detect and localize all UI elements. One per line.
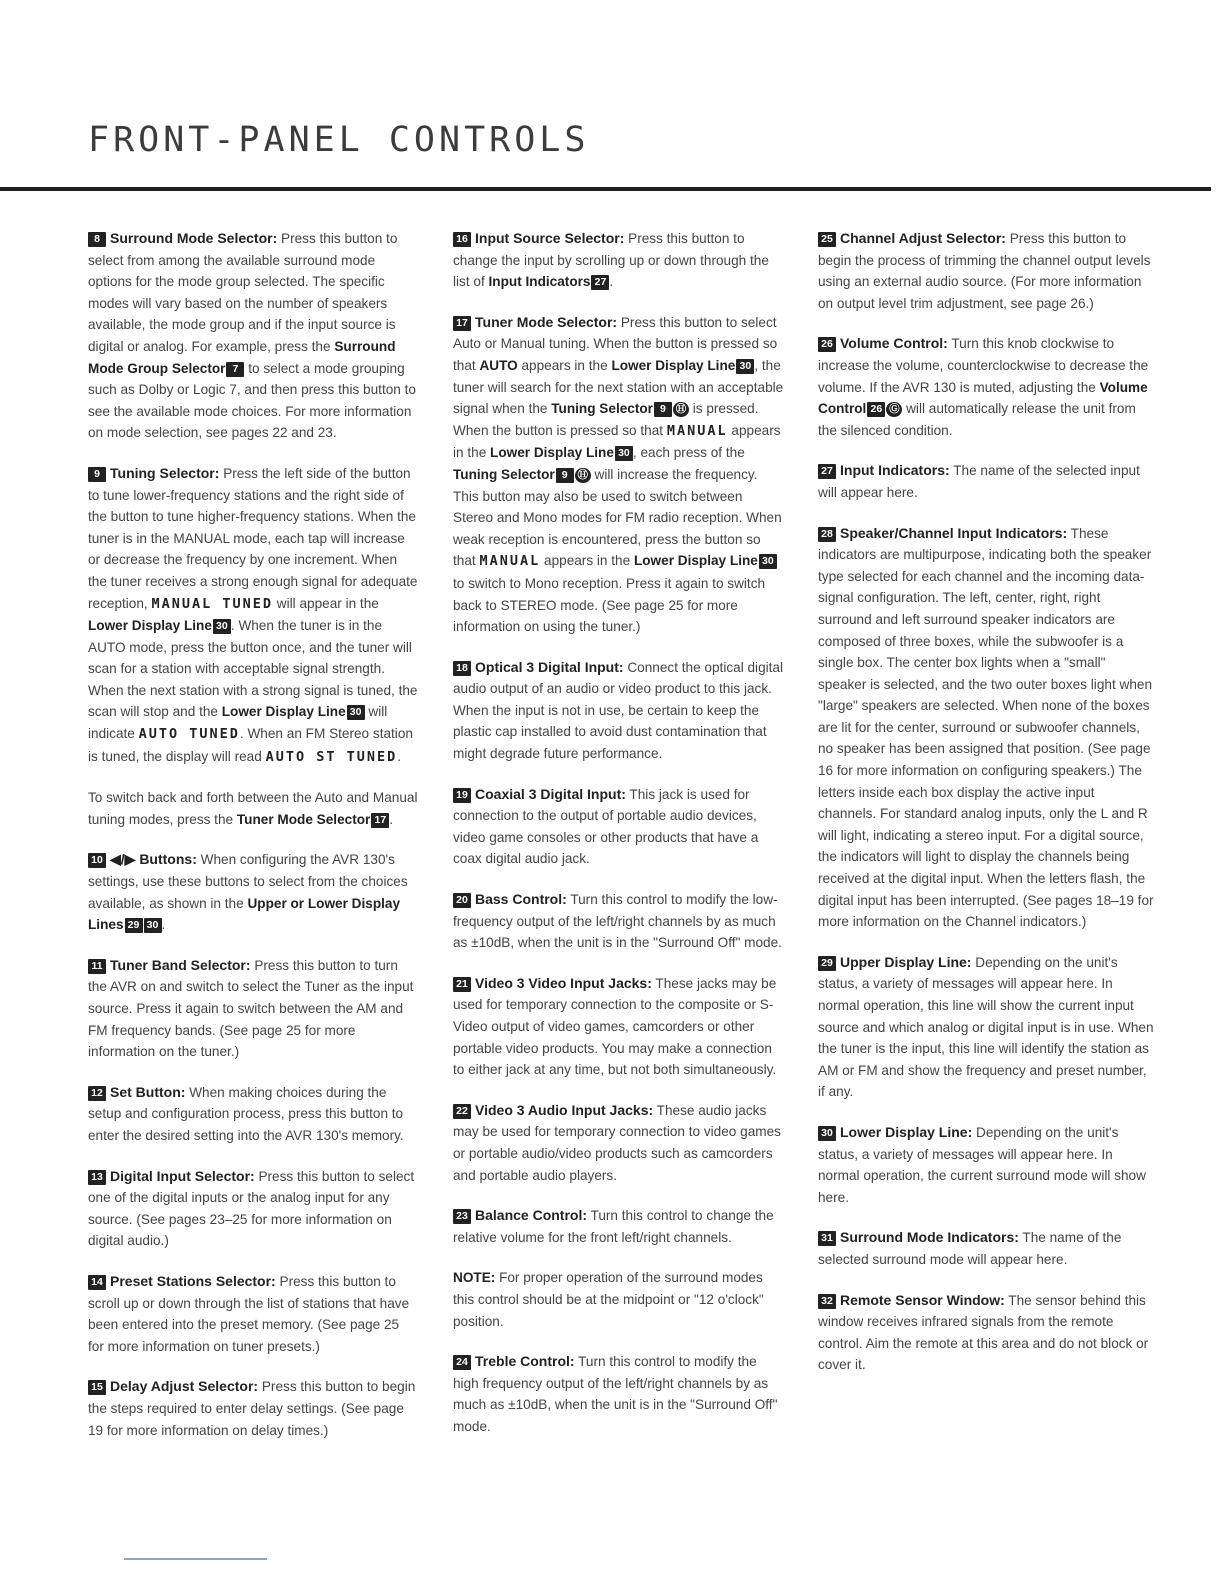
callout-reference: 30: [759, 554, 777, 569]
bold-reference: Lower Display Line: [490, 445, 614, 461]
body-text: The sensor behind this window receives infrared signals from the remote control. Aim the remote at this area and do not block or cover it.: [818, 1292, 1149, 1373]
body-text: will appear in the: [273, 595, 379, 611]
callout-number: 10: [88, 853, 106, 868]
body-text: This jack is used for connection to the output of portable audio devices, video game consoles or other products that have a coax digital audio jack.: [453, 786, 759, 867]
bold-reference: Lower Display Line: [611, 357, 736, 373]
callout-reference-circle: Ⓗ: [575, 468, 591, 483]
entry-heading: Set Button:: [110, 1083, 186, 1100]
control-entry: [88, 1166, 418, 1252]
entry-heading: Bass Control:: [475, 891, 567, 908]
body-text: These indicators are multipurpose, indicating both the speaker type selected for each channel and the incoming data-signal configuration. The left, center, right, right surround and left surround speaker indicators are composed of three boxes, while the subwoofer is a single box. The center box lights when a "small" speaker is selected, and the two outer boxes light when "large" speakers are selected. When none of the boxes are lit for the center, surround or subwoofer channels, no speaker has been assigned that position. (See page 16 for more information on configuring speakers.) The letters inside each box display the active input channels. For standard analog inputs, only the L and R will light, indicating a stereo input. For a digital source, the indicators will light to display the channels being received at the digital input. When the letters flash, the digital input has been interrupted. (See pages 18–19 for more information on the Channel indicators.): [818, 525, 1154, 930]
entry-heading: Delay Adjust Selector:: [110, 1378, 259, 1395]
entry-heading: Preset Stations Selector:: [110, 1272, 276, 1289]
callout-number: 20: [453, 893, 471, 908]
callout-number: 30: [818, 1126, 836, 1141]
body-text: For proper operation of the surround modes this control should be at the midpoint or "12 o'clock" position.: [453, 1270, 764, 1329]
bold-reference: Lower Display Line: [633, 553, 758, 569]
body-text: , each press of the: [632, 445, 745, 461]
body-text: When making choices during the setup and configuration process, press this button to enter the desired setting into the AVR 130's memory.: [88, 1084, 404, 1143]
callout-number: 17: [453, 316, 471, 331]
body-text: Press this button to scroll up or down through the list of stations that have been entered into the preset memory. (See page 25 for more information on tuner presets.): [88, 1273, 410, 1354]
bold-reference: Upper or Lower Display Lines: [88, 895, 401, 933]
entry-heading: ◀/▶ Buttons:: [110, 851, 197, 868]
bold-reference: Lower Display Line: [221, 704, 346, 720]
callout-number: 25: [818, 232, 836, 247]
entry-heading: Volume Control:: [840, 335, 948, 352]
note-paragraph: [453, 1267, 785, 1332]
entry-heading: Surround Mode Indicators:: [840, 1229, 1019, 1246]
control-entry: [818, 460, 1156, 503]
body-text: appears in the: [540, 553, 634, 569]
bold-reference: AUTO: [479, 357, 518, 373]
control-entry: [453, 1100, 785, 1186]
body-text: Press this button to begin the process of trimming the channel output levels using an external audio source. (For more information on output level trim adjustment, see page 26.): [818, 231, 1151, 311]
entry-heading: Balance Control:: [475, 1207, 588, 1224]
bold-reference: Tuning Selector: [551, 401, 653, 417]
callout-reference: 9: [654, 402, 672, 417]
callout-number: 15: [88, 1380, 106, 1395]
callout-reference: 30: [736, 359, 754, 374]
bold-reference: Surround Mode Group Selector: [88, 338, 396, 376]
body-text: Press this button to change the input by scrolling up or down through the list of: [453, 231, 769, 290]
body-text: will indicate: [88, 704, 388, 742]
control-entry: [88, 1082, 418, 1147]
callout-reference: 29: [125, 918, 143, 933]
callout-number: 18: [453, 661, 471, 676]
control-entry: [818, 333, 1156, 441]
callout-reference: 17: [371, 813, 389, 828]
column-1: [88, 228, 418, 1460]
entry-heading: Lower Display Line:: [840, 1123, 973, 1140]
entry-heading: Input Source Selector:: [475, 230, 625, 246]
entry-heading: Treble Control:: [475, 1353, 575, 1370]
entry-heading: Video 3 Video Input Jacks:: [475, 974, 652, 991]
control-entry: [453, 228, 785, 293]
column-3: [818, 228, 1156, 1395]
control-entry: [88, 1271, 418, 1357]
display-message: AUTO ST TUNED: [265, 748, 398, 765]
body-text: Turn this control to modify the high frequency output of the left/right channels by as much as ±10dB, when the unit is in the "Surround Off" mode.: [453, 1354, 778, 1434]
bold-reference: NOTE:: [453, 1270, 496, 1286]
body-text: .: [389, 811, 394, 827]
callout-reference: 30: [615, 446, 633, 461]
entry-heading: Speaker/Channel Input Indicators:: [840, 524, 1068, 541]
callout-reference: 30: [347, 705, 365, 720]
callout-number: 8: [88, 232, 106, 247]
body-text: These jacks may be used for temporary connection to the composite or S-Video output of video games, camcorders or other portable video products. You may make a connection to either jack at any time, but not both simultaneously.: [453, 975, 777, 1078]
callout-reference: 30: [144, 918, 162, 933]
entry-heading: Input Indicators:: [840, 462, 950, 479]
footer-rule: [124, 1558, 267, 1560]
entry-heading: Digital Input Selector:: [110, 1167, 255, 1184]
title-rule: [0, 187, 1211, 191]
control-entry: [818, 228, 1156, 314]
page-title: FRONT-PANEL CONTROLS: [88, 120, 590, 160]
body-text: Press this button to select Auto or Manual tuning. When the button is pressed so that: [453, 314, 778, 373]
callout-number: 13: [88, 1170, 106, 1185]
body-text: Turn this control to modify the low-frequency output of the left/right channels by as much as ±10dB, when the unit is in the "Surround Off" mode.: [453, 892, 782, 951]
control-entry: [88, 228, 418, 444]
control-entry: [818, 523, 1156, 933]
body-text: will automatically release the unit from the silenced condition.: [818, 401, 1136, 438]
callout-number: 22: [453, 1104, 471, 1119]
body-text: to switch to Mono reception. Press it again to switch back to STEREO mode. (See page 25 for more information on using the tuner.): [453, 575, 766, 635]
body-text: The name of the selected surround mode will appear here.: [818, 1230, 1122, 1267]
entry-heading: Surround Mode Selector:: [110, 230, 278, 246]
callout-number: 24: [453, 1355, 471, 1370]
body-text: will increase the frequency. This button may also be used to switch between Stereo and Mono modes for FM radio reception. When weak reception is encountered, press the button so that: [453, 466, 782, 569]
bold-reference: Lower Display Line: [88, 618, 212, 634]
body-text: .: [161, 917, 166, 933]
column-2: [453, 228, 785, 1457]
entry-heading: Video 3 Audio Input Jacks:: [475, 1101, 654, 1118]
callout-number: 19: [453, 788, 471, 803]
bold-reference: Input Indicators: [488, 274, 591, 290]
callout-number: 28: [818, 527, 836, 542]
control-entry: [818, 1122, 1156, 1208]
entry-heading: Tuning Selector:: [110, 464, 220, 481]
body-text: Press this button to select from among the available surround mode options for the mode group selected. The specific modes will vary based on the number of speakers available, the mode group and if the input source is digital or analog. For example, press the: [88, 231, 398, 354]
body-text: , the tuner will search for the next station with an acceptable signal when the: [453, 357, 784, 417]
callout-number: 32: [818, 1294, 836, 1309]
callout-number: 26: [818, 337, 836, 352]
body-text: These audio jacks may be used for temporary connection to video games or portable audio/video products such as camcorders and portable audio players.: [453, 1102, 781, 1183]
note-paragraph: [88, 787, 418, 830]
callout-number: 31: [818, 1231, 836, 1246]
callout-number: 16: [453, 232, 471, 247]
callout-number: 9: [88, 467, 106, 482]
body-text: to select a mode grouping such as Dolby or Logic 7, and then press this button to see the available mode choices. For more information on mode selection, see pages 22 and 23.: [88, 360, 416, 441]
control-entry: [453, 1351, 785, 1437]
control-entry: [453, 889, 785, 954]
bold-reference: Volume Control: [818, 379, 1148, 417]
entry-heading: Channel Adjust Selector:: [840, 230, 1006, 246]
body-text: .: [609, 274, 614, 290]
entry-heading: Tuner Band Selector:: [110, 956, 251, 973]
callout-number: 21: [453, 977, 471, 992]
body-text: . When an FM Stereo station is tuned, the display will read: [88, 726, 413, 764]
callout-reference: 30: [213, 619, 231, 634]
body-text: Press the left side of the button to tune lower-frequency stations and the right side of the button to tune higher-frequency stations. When the tuner is in the MANUAL mode, each tap will increase or decrease the frequency by one increment. When the tuner receives a strong enough signal for adequate reception,: [88, 465, 418, 611]
body-text: Press this button to select one of the digital inputs or the analog input for any source. (See pages 23–25 for more information on digital audio.): [88, 1168, 415, 1249]
body-text: Press this button to turn the AVR on and switch to select the Tuner as the input source. Press it again to switch between the AM and FM frequency bands. (See page 25 for more information on the tuner.): [88, 957, 414, 1060]
control-entry: [818, 1290, 1156, 1376]
control-entry: [453, 973, 785, 1081]
callout-reference: 27: [591, 275, 609, 290]
display-message: MANUAL TUNED: [151, 595, 274, 612]
body-text: .: [397, 748, 402, 764]
body-text: To switch back and forth between the Auto and Manual tuning modes, press the: [88, 790, 418, 827]
entry-heading: Coaxial 3 Digital Input:: [475, 785, 626, 802]
control-entry: [88, 849, 418, 935]
display-message: AUTO TUNED: [138, 726, 240, 743]
display-message: MANUAL: [666, 422, 728, 439]
control-entry: [88, 463, 418, 768]
control-entry: [453, 657, 785, 765]
body-text: Depending on the unit's status, a variety of messages will appear here. In normal operation, this line will show the current input source and which analog or digital input is in use. When the tuner is the input, this line will identify the station as AM or FM and show the frequency and preset number, if any.: [818, 954, 1154, 1100]
callout-number: 11: [88, 959, 106, 974]
body-text: Turn this control to change the relative volume for the front left/right channels.: [453, 1208, 774, 1245]
control-entry: [453, 1205, 785, 1248]
body-text: appears in the: [453, 422, 781, 461]
callout-number: 12: [88, 1086, 106, 1101]
bold-reference: Tuner Mode Selector: [236, 811, 371, 827]
callout-reference: 7: [226, 362, 244, 377]
control-entry: [818, 952, 1156, 1103]
callout-reference-circle: Ⓗ: [673, 402, 689, 417]
control-entry: [818, 1227, 1156, 1270]
callout-reference-circle: Ⓖ: [886, 402, 902, 417]
body-text: Press this button to begin the steps required to enter delay settings. (See page 19 for more information on delay times.): [88, 1379, 416, 1438]
body-text: Turn this knob clockwise to increase the volume, counterclockwise to decrease the volume. If the AVR 130 is muted, adjusting the: [818, 336, 1149, 395]
control-entry: [88, 955, 418, 1063]
callout-reference: 9: [556, 468, 574, 483]
display-message: MANUAL: [479, 553, 541, 570]
entry-heading: Tuner Mode Selector:: [475, 313, 618, 330]
callout-reference: 26: [867, 402, 885, 417]
body-text: The name of the selected input will appear here.: [818, 463, 1140, 500]
body-text: When configuring the AVR 130's settings, use these buttons to select from the choices available, as shown in the: [88, 852, 408, 911]
entry-heading: Upper Display Line:: [840, 953, 972, 970]
body-text: . When the tuner is in the AUTO mode, press the button once, and the tuner will scan for a station with acceptable signal strength. When the next station with a strong signal is tuned, the scan will stop and the: [88, 618, 418, 720]
callout-number: 14: [88, 1275, 106, 1290]
callout-number: 23: [453, 1209, 471, 1224]
body-text: appears in the: [517, 357, 612, 373]
control-entry: [88, 1376, 418, 1441]
body-text: Depending on the unit's status, a variety of messages will appear here. In normal operation, the current surround mode will show here.: [818, 1124, 1146, 1205]
body-text: Connect the optical digital audio output of an audio or video product to this jack. When the input is not in use, be certain to keep the plastic cap installed to avoid dust contamination that might degrade future performance.: [453, 659, 784, 762]
callout-number: 29: [818, 956, 836, 971]
bold-reference: Tuning Selector: [453, 466, 555, 482]
body-text: is pressed. When the button is pressed so that: [453, 401, 759, 438]
control-entry: [453, 312, 785, 638]
entry-heading: Optical 3 Digital Input:: [475, 658, 624, 675]
entry-heading: Remote Sensor Window:: [840, 1291, 1005, 1308]
callout-number: 27: [818, 464, 836, 479]
control-entry: [453, 784, 785, 870]
